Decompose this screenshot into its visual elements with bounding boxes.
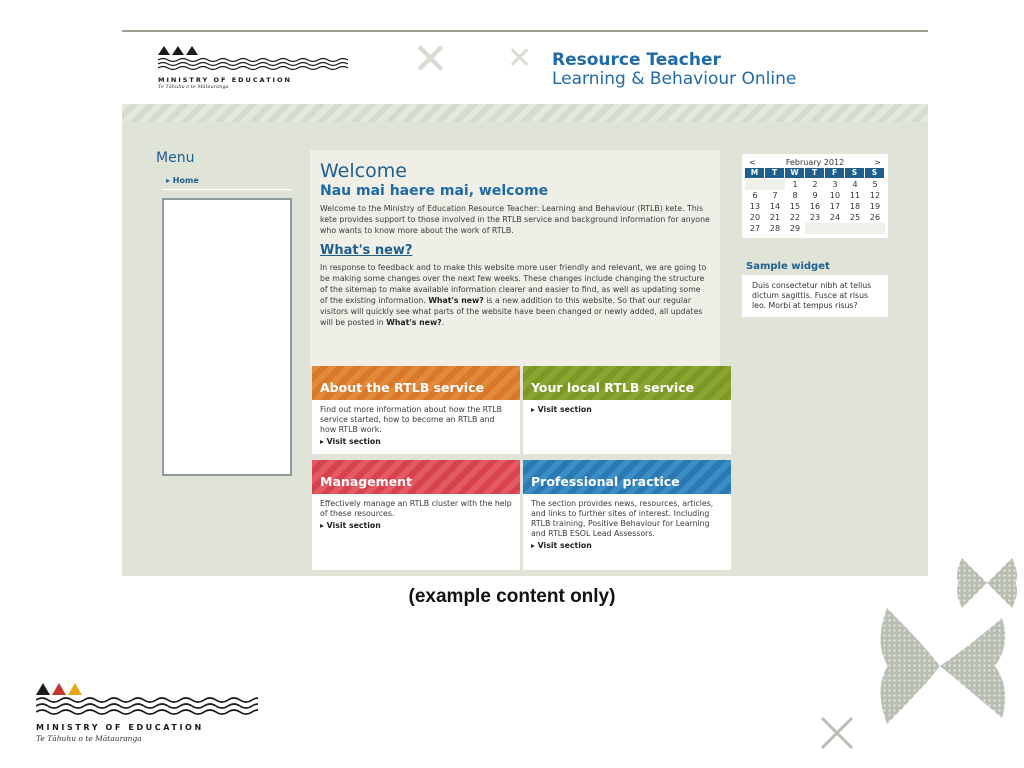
calendar-day[interactable]: 9 xyxy=(812,191,818,200)
calendar-weekday-header: S xyxy=(845,168,864,178)
site-title[interactable] xyxy=(552,52,796,88)
whats-new-link[interactable]: What's new? xyxy=(386,318,442,328)
pattern-x-icon: ✕ xyxy=(412,34,449,85)
logo-waves-icon xyxy=(158,57,348,71)
calendar-day[interactable]: 15 xyxy=(789,202,801,211)
logo-ministry-text: MINISTRY OF EDUCATION xyxy=(158,76,292,84)
calendar-day xyxy=(845,223,865,234)
calendar-header xyxy=(745,158,885,167)
calendar-day[interactable]: 2 xyxy=(812,180,818,189)
calendar-day[interactable]: 3 xyxy=(832,180,838,189)
card-about-rtlb-body: Find out more information about how the RTLB service started, how to become an RTLB and how RTLB work. xyxy=(320,405,502,434)
calendar-day[interactable]: 27 xyxy=(749,224,761,233)
welcome-panel xyxy=(310,150,720,368)
calendar-day[interactable]: 4 xyxy=(852,180,858,189)
footer-ministry-text: MINISTRY OF EDUCATION xyxy=(36,723,204,732)
footer-ministry-logo xyxy=(36,683,258,743)
website-screenshot xyxy=(122,30,928,576)
calendar-weekday-header: T xyxy=(805,168,824,178)
calendar-grid xyxy=(745,168,885,234)
calendar-prev-button[interactable]: < xyxy=(749,158,756,167)
calendar-day[interactable]: 16 xyxy=(809,202,821,211)
card-management-title[interactable]: Management xyxy=(312,460,520,494)
calendar-day[interactable]: 23 xyxy=(809,213,821,222)
calendar-day[interactable]: 7 xyxy=(772,191,778,200)
whats-new-heading[interactable]: What's new? xyxy=(320,243,413,259)
welcome-intro: Welcome to the Ministry of Education Resource Teacher: Learning and Behaviour (RTLB) kete. This kete provides support to those involved in the RTLB service and background information for anyone who wants to know more about the work of RTLB. xyxy=(320,204,710,236)
calendar-day[interactable]: 21 xyxy=(769,213,781,222)
calendar-day[interactable]: 8 xyxy=(792,191,798,200)
card-about-rtlb-link[interactable]: ▸ Visit section xyxy=(320,437,381,446)
site-header xyxy=(122,32,928,104)
calendar-day xyxy=(765,179,785,190)
whats-new-text: In response to feedback and to make this website more user friendly and relevant, we are going to be making some changes over the next few weeks. These changes include changing the structure of the sitemap to make available information clearer and easier to find, as well as updating some of the existing information. What's new? is a new addition to this website. So that our regular visitors will quickly see what parts of the website have been changed or newly added, all updates will be posted in What's new?. xyxy=(320,263,707,328)
site-title-line1: Resource Teacher xyxy=(552,50,721,70)
card-local-rtlb xyxy=(523,366,731,454)
welcome-heading: Welcome xyxy=(320,160,407,182)
footer-logo-waves-icon xyxy=(36,695,258,717)
calendar-day xyxy=(805,223,825,234)
calendar-day xyxy=(865,223,885,234)
maori-pattern-motif-icon xyxy=(812,548,1024,768)
calendar-day[interactable]: 19 xyxy=(869,202,881,211)
calendar-day[interactable]: 20 xyxy=(749,213,761,222)
card-professional-practice xyxy=(523,460,731,570)
pattern-x-icon: ✕ xyxy=(507,41,533,76)
calendar-day[interactable]: 11 xyxy=(849,191,861,200)
example-caption: (example content only) xyxy=(408,586,616,607)
calendar-weekday-header: T xyxy=(765,168,784,178)
menu-panel xyxy=(154,150,296,480)
card-professional-practice-body: The section provides news, resources, articles, and links to further sites of interest. Including RTLB training, Positive Behaviour for Learning and RTLB ESOL Lead Assessors. xyxy=(531,499,714,538)
logo-maori-text: Te Tāhuhu o te Mātauranga xyxy=(158,84,229,90)
footer-logo-triangles-icon xyxy=(36,683,258,695)
calendar-day[interactable]: 17 xyxy=(829,202,841,211)
calendar-day[interactable]: 24 xyxy=(829,213,841,222)
card-management xyxy=(312,460,520,570)
calendar-day[interactable]: 26 xyxy=(869,213,881,222)
calendar-day[interactable]: 28 xyxy=(769,224,781,233)
sample-widget-body: Duis consectetur nibh at tellus dictum sagittis. Fusce at risus leo. Morbi at tempus risus? xyxy=(742,275,888,317)
calendar-weekday-header: F xyxy=(825,168,844,178)
card-about-rtlb-title[interactable]: About the RTLB service xyxy=(312,366,520,400)
menu-divider xyxy=(162,189,292,190)
site-title-line2: Learning & Behaviour Online xyxy=(552,69,797,89)
calendar-day[interactable]: 10 xyxy=(829,191,841,200)
calendar-next-button[interactable]: > xyxy=(874,158,881,167)
menu-content-box xyxy=(162,198,292,476)
calendar-day[interactable]: 13 xyxy=(749,202,761,211)
calendar-day[interactable]: 6 xyxy=(752,191,758,200)
calendar-day[interactable]: 12 xyxy=(869,191,881,200)
ministry-logo[interactable] xyxy=(158,46,328,90)
calendar-weekday-header: M xyxy=(745,168,764,178)
calendar-weekday-header: W xyxy=(785,168,804,178)
decorative-band xyxy=(122,104,928,122)
footer-maori-text: Te Tāhuhu o te Mātauranga xyxy=(36,734,142,743)
menu-item-home[interactable]: ▸ Home xyxy=(166,176,199,185)
whats-new-link[interactable]: What's new? xyxy=(428,296,484,306)
calendar-day xyxy=(745,179,765,190)
card-professional-practice-title[interactable]: Professional practice xyxy=(523,460,731,494)
card-professional-practice-link[interactable]: ▸ Visit section xyxy=(531,541,592,550)
calendar-day[interactable]: 1 xyxy=(792,180,798,189)
calendar-day[interactable]: 25 xyxy=(849,213,861,222)
card-about-rtlb xyxy=(312,366,520,454)
card-management-link[interactable]: ▸ Visit section xyxy=(320,521,381,530)
calendar-day[interactable]: 22 xyxy=(789,213,801,222)
calendar-widget xyxy=(742,154,888,238)
welcome-subheading: Nau mai haere mai, welcome xyxy=(320,183,549,199)
sample-widget xyxy=(742,258,888,317)
calendar-day[interactable]: 5 xyxy=(872,180,878,189)
menu-title: Menu xyxy=(156,150,195,166)
calendar-weekday-header: S xyxy=(865,168,884,178)
logo-triangles-icon xyxy=(158,46,328,55)
card-management-body: Effectively manage an RTLB cluster with the help of these resources. xyxy=(320,499,512,518)
calendar-day[interactable]: 18 xyxy=(849,202,861,211)
calendar-day xyxy=(825,223,845,234)
card-local-rtlb-link[interactable]: ▸ Visit section xyxy=(531,405,592,414)
calendar-day[interactable]: 29 xyxy=(789,224,801,233)
calendar-month: February 2012 xyxy=(785,158,845,167)
sample-widget-title: Sample widget xyxy=(746,261,830,272)
card-local-rtlb-title[interactable]: Your local RTLB service xyxy=(523,366,731,400)
calendar-day[interactable]: 14 xyxy=(769,202,781,211)
